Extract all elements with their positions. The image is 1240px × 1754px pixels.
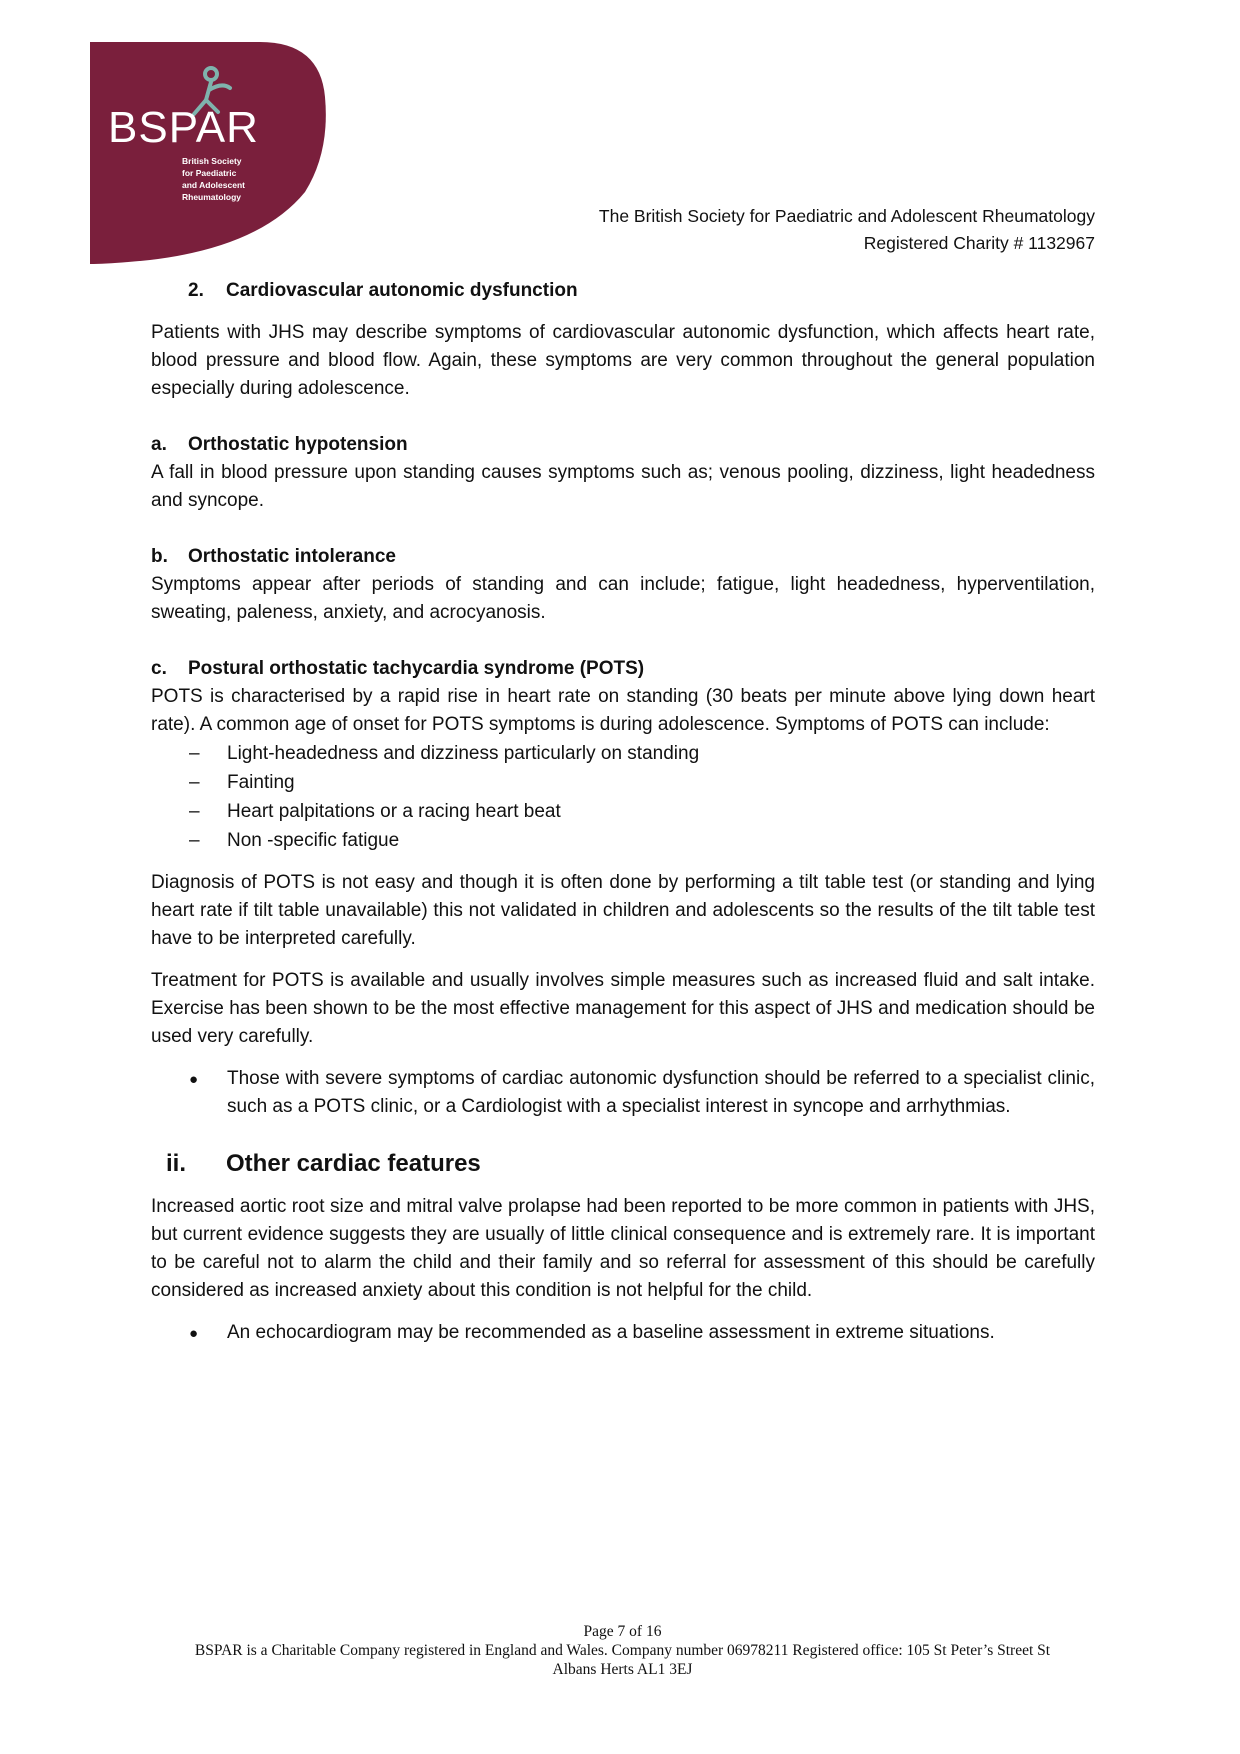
subsection-heading-b: b. Orthostatic intolerance (151, 546, 396, 567)
list-item: – Non -specific fatigue (189, 830, 400, 851)
org-name: The British Society for Paediatric and Adolescent Rheumatology (598, 206, 1095, 226)
page-footer (150, 1622, 1095, 1679)
section-number: 2. (188, 280, 204, 301)
logo-tagline-1: British Society (182, 156, 242, 166)
document-body (151, 277, 1095, 1348)
footer-address: Albans Herts AL1 3EJ (552, 1661, 693, 1678)
echo-bullet-list (151, 1319, 1095, 1348)
diagnosis-paragraph: Diagnosis of POTS is not easy and though it is often done by performing a tilt table test (or standing and lying heart rate if tilt table unavailable) this not validated in children and adolescents so the results of the tilt table test have to be interpreted carefully. (151, 872, 1095, 949)
referral-bullet-list (151, 1065, 1095, 1121)
logo-background (90, 42, 326, 264)
logo-tagline-3: and Adolescent (182, 180, 245, 190)
charity-number: Registered Charity # 1132967 (863, 233, 1095, 253)
section-ii-heading: ii. Other cardiac features (166, 1150, 481, 1177)
bspar-logo (90, 42, 330, 264)
list-item: ● Those with severe symptoms of cardiac autonomic dysfunction should be referred to a specialist clinic, such as a POTS clinic, or a Cardiologist with a specialist interest in syncope and arrhythmias. (189, 1068, 1095, 1117)
subsection-heading-a: a. Orthostatic hypotension (151, 434, 408, 455)
list-item: – Light-headedness and dizziness particularly on standing (189, 743, 700, 764)
subsection-text-c: POTS is characterised by a rapid rise in heart rate on standing (30 beats per minute above lying down heart rate). A common age of onset for POTS symptoms is during adolescence. Symptoms of POTS can include: (151, 686, 1095, 735)
section-heading (188, 277, 1095, 305)
subsection-text-b: Symptoms appear after periods of standing and can include; fatigue, light headedness, hyperventilation, sweating, paleness, anxiety, and acrocyanosis. (151, 574, 1095, 623)
list-item: – Fainting (189, 772, 295, 793)
logo-tagline-2: for Paediatric (182, 168, 237, 178)
section-intro: Patients with JHS may describe symptoms of cardiovascular autonomic dysfunction, which affects heart rate, blood pressure and blood flow. Again, these symptoms are very common throughout the general population especially during adolescence. (151, 322, 1095, 399)
logo-tagline-4: Rheumatology (182, 192, 242, 202)
symptom-list (151, 739, 1095, 855)
section-ii-text: Increased aortic root size and mitral valve prolapse had been reported to be more common in patients with JHS, but current evidence suggests they are usually of little clinical consequence and is extremely rare. It is important to be careful not to alarm the child and their family and so referral for assessment of this should be carefully considered as increased anxiety about this condition is not helpful for the child. (151, 1196, 1095, 1301)
org-header (599, 203, 1095, 257)
list-item: – Heart palpitations or a racing heart beat (189, 801, 561, 822)
subsection-text-a: A fall in blood pressure upon standing causes symptoms such as; venous pooling, dizziness, light headedness and syncope. (151, 462, 1095, 511)
treatment-paragraph: Treatment for POTS is available and usually involves simple measures such as increased fluid and salt intake. Exercise has been shown to be the most effective management for this aspect of JHS and medication should be used very carefully. (151, 970, 1095, 1047)
logo-wordmark: BSPAR (108, 103, 259, 152)
list-item: ● An echocardiogram may be recommended as a baseline assessment in extreme situations. (189, 1322, 995, 1343)
subsection-heading-c: c. Postural orthostatic tachycardia syndrome (POTS) (151, 658, 645, 679)
page-number: Page 7 of 16 (583, 1623, 662, 1640)
footer-registration: BSPAR is a Charitable Company registered in England and Wales. Company number 06978211 Registered office: 105 St Peter’s Street St (194, 1642, 1051, 1659)
section-title: Cardiovascular autonomic dysfunction (226, 280, 578, 301)
